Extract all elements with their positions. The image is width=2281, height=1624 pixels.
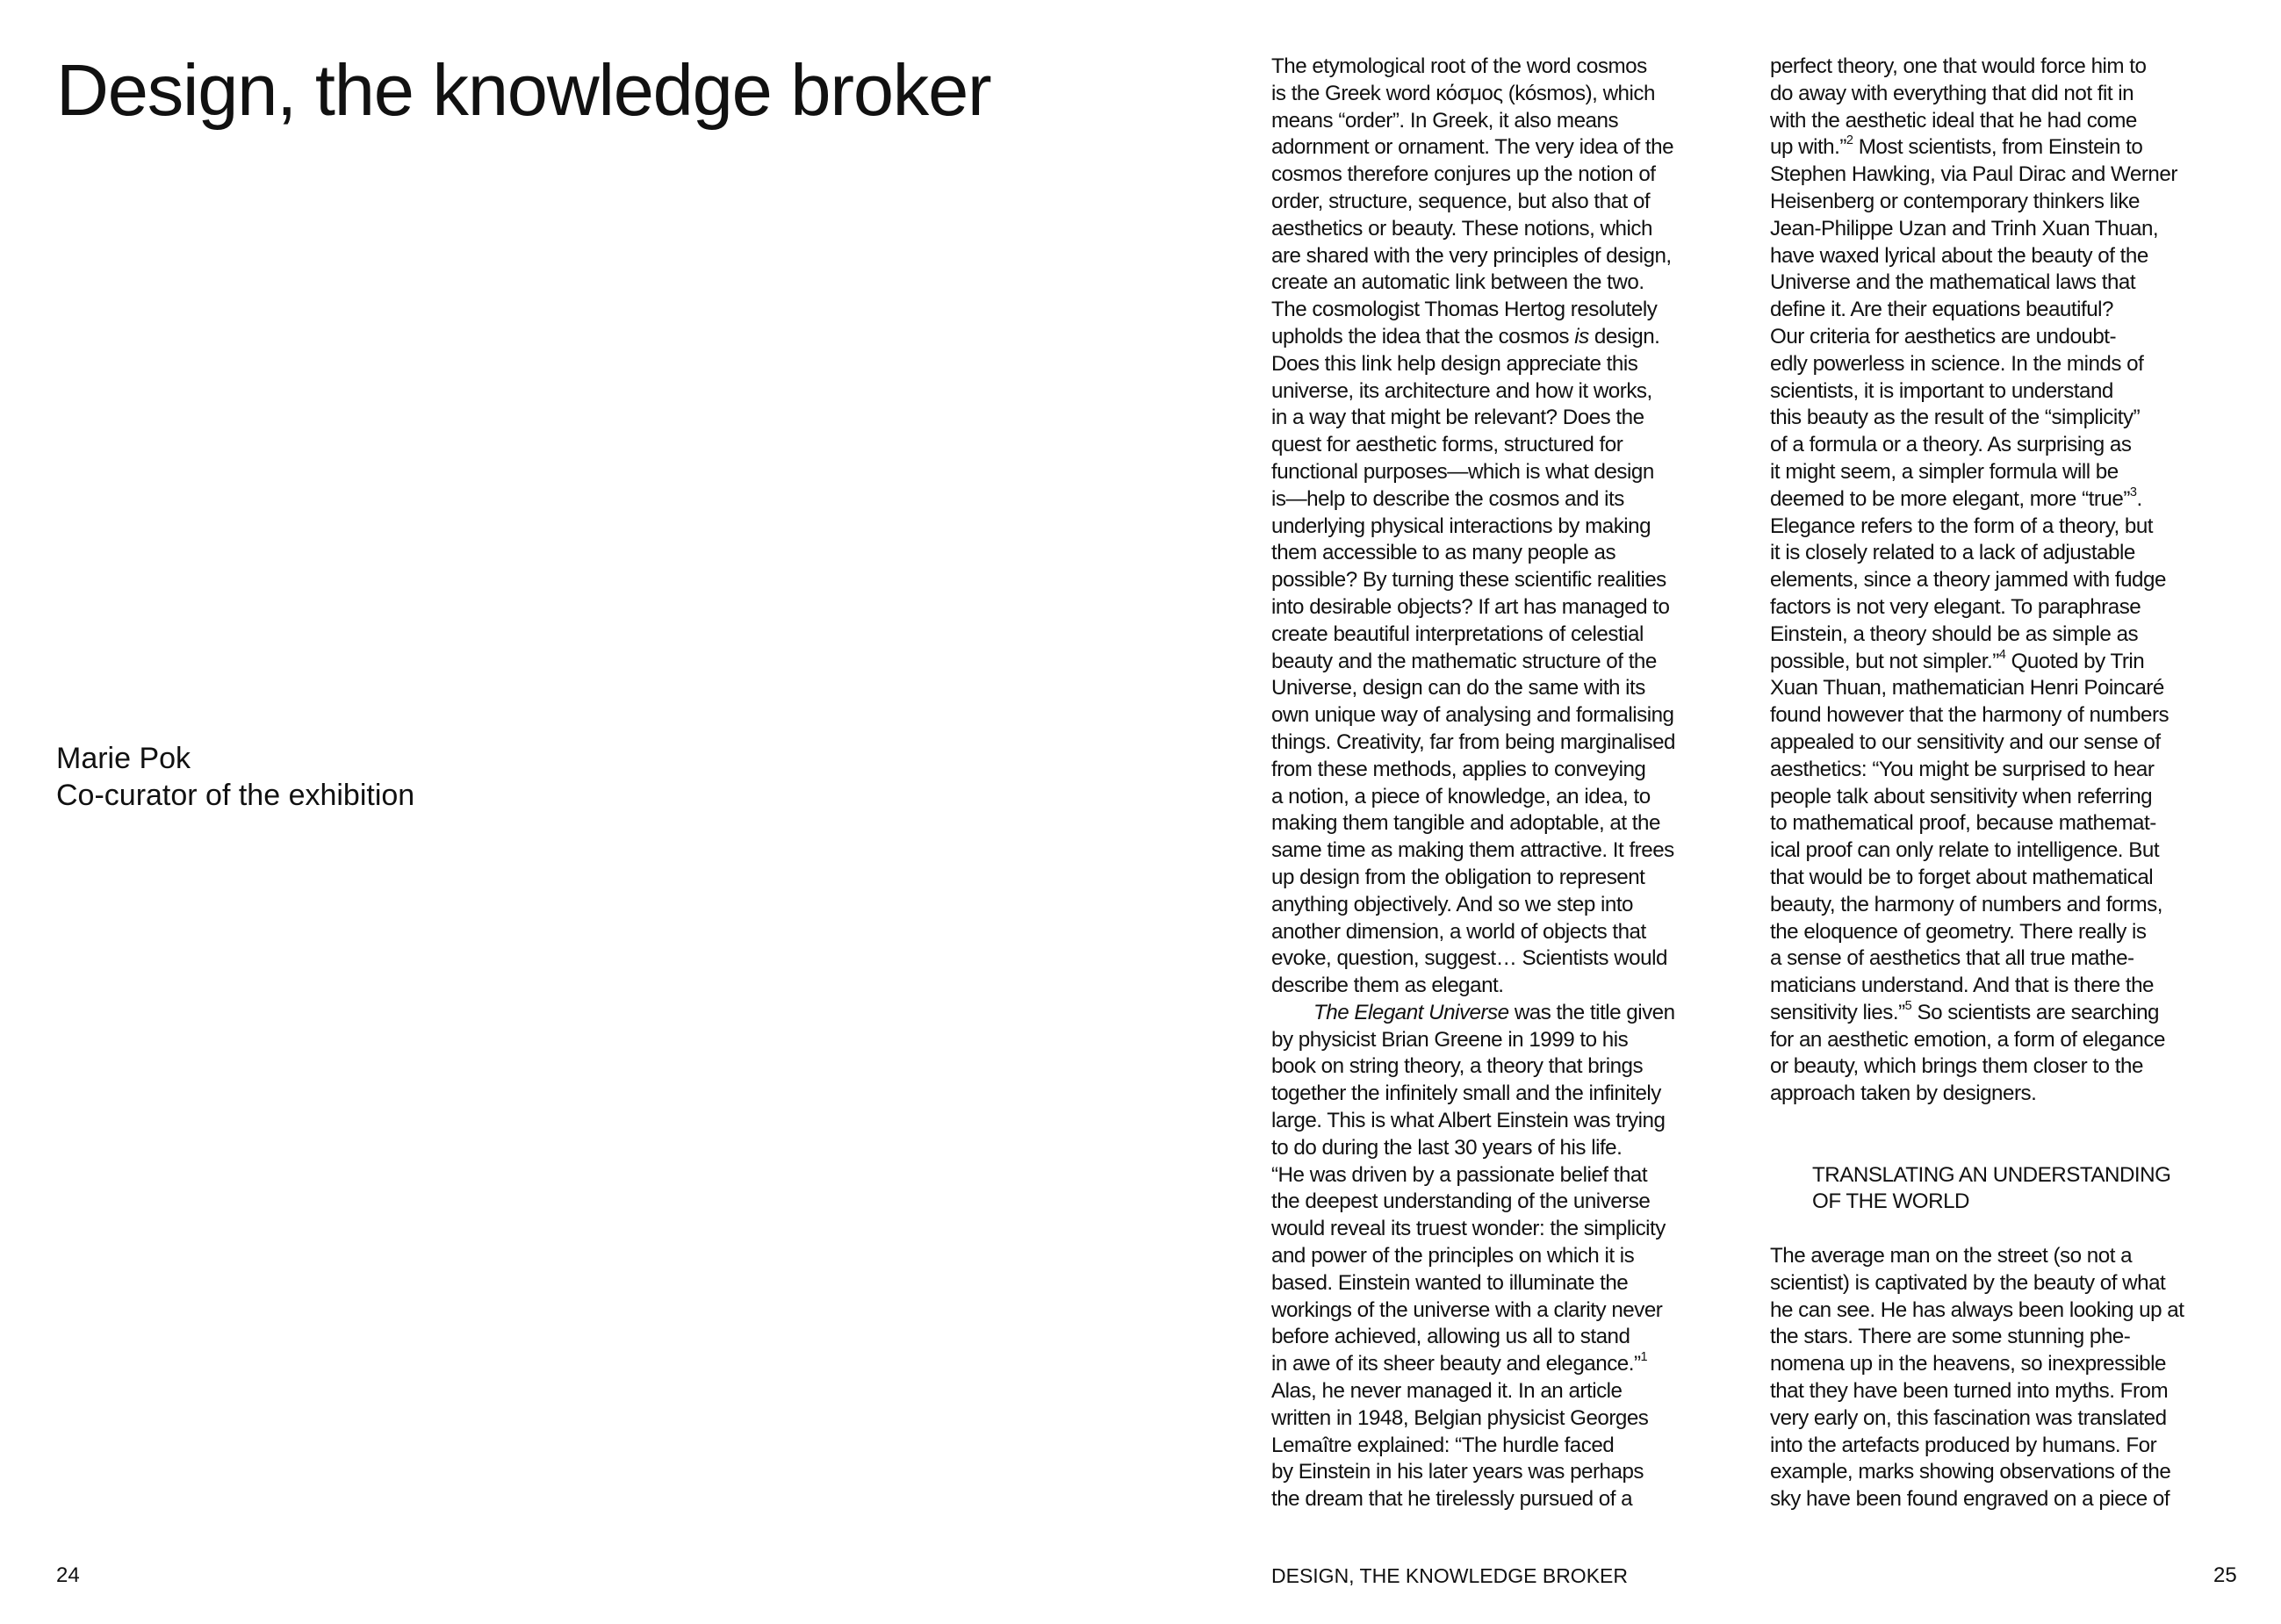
text-line (1770, 269, 2262, 297)
text-run: and power of the principles on which it is (1271, 1244, 1635, 1268)
section-heading-line (1770, 1162, 2262, 1189)
text-line (1770, 594, 2262, 622)
text-run: anything objectively. And so we step into (1271, 892, 1634, 916)
text-run: beauty, the harmony of numbers and forms, (1770, 892, 2162, 916)
text-line (1271, 1405, 1763, 1433)
text-line (1271, 216, 1763, 243)
text-line (1770, 459, 2262, 486)
text-run: are shared with the very principles of design, (1271, 243, 1672, 268)
text-line (1271, 1081, 1763, 1108)
text-run: order, structure, sequence, but also that of (1271, 189, 1651, 213)
footnote-ref: 1 (1640, 1350, 1648, 1365)
text-run: from these methods, applies to conveying (1271, 757, 1646, 781)
text-line (1770, 486, 2262, 514)
text-line (1271, 757, 1763, 784)
text-line (1271, 54, 1763, 81)
text-line (1770, 1297, 2262, 1325)
text-run: perfect theory, one that would force him to (1770, 54, 2147, 78)
text-line (1770, 243, 2262, 270)
text-run: evoke, question, suggest… Scientists would (1271, 946, 1667, 971)
text-run: Jean-Philippe Uzan and Trinh Xuan Thuan, (1770, 216, 2159, 241)
text-run: scientist) is captivated by the beauty of what (1770, 1270, 2166, 1295)
text-line (1271, 1108, 1763, 1135)
text-line (1271, 486, 1763, 514)
text-line (1271, 1000, 1763, 1027)
text-run: this beauty as the result of the “simplicity” (1770, 406, 2141, 430)
text-run: functional purposes—which is what design (1271, 459, 1654, 484)
text-line (1770, 757, 2262, 784)
text-line (1770, 675, 2262, 702)
text-line (1770, 1027, 2262, 1054)
paragraph-gap (1770, 1108, 2262, 1135)
text-line (1770, 540, 2262, 567)
text-run: edly powerless in science. In the minds of (1770, 351, 2144, 376)
text-line (1271, 865, 1763, 892)
text-line (1770, 784, 2262, 811)
text-line (1770, 622, 2262, 649)
paragraph-gap (1770, 1216, 2262, 1243)
footnote-ref: 2 (1846, 133, 1853, 148)
text-line (1271, 1270, 1763, 1297)
text-run: create beautiful interpretations of celestial (1271, 622, 1644, 646)
text-line (1271, 81, 1763, 108)
text-line (1770, 405, 2262, 432)
text-line (1770, 1433, 2262, 1460)
text-line (1271, 1324, 1763, 1351)
text-line (1271, 622, 1763, 649)
page-title: Design, the knowledge broker (56, 49, 991, 131)
text-run: Our criteria for aesthetics are undoubt- (1770, 324, 2117, 349)
text-line (1271, 405, 1763, 432)
text-line (1770, 81, 2262, 108)
text-run: Universe, design can do the same with its (1271, 676, 1645, 701)
text-run: factors is not very elegant. To paraphrase (1770, 594, 2141, 619)
text-line (1271, 784, 1763, 811)
text-line (1770, 297, 2262, 324)
author-block (56, 740, 414, 814)
section-heading-line (1770, 1189, 2262, 1216)
text-line (1271, 675, 1763, 702)
text-run: own unique way of analysing and formalising (1271, 703, 1674, 728)
text-line (1770, 1405, 2262, 1433)
text-run: based. Einstein wanted to illuminate the (1271, 1270, 1629, 1295)
text-line (1271, 459, 1763, 486)
text-line (1271, 243, 1763, 270)
text-line (1770, 162, 2262, 189)
text-line (1271, 649, 1763, 676)
text-run: Does this link help design appreciate this (1271, 351, 1638, 376)
text-run: ical proof can only relate to intelligence. But (1770, 838, 2160, 863)
text-run: is the Greek word κόσμος (kósmos), which (1271, 81, 1655, 105)
text-run: The average man on the street (so not a (1770, 1244, 2133, 1268)
emphasis: The Elegant Universe (1313, 1000, 1509, 1024)
text-line (1770, 919, 2262, 946)
text-run: a sense of aesthetics that all true mathe- (1770, 946, 2134, 971)
text-run: Quoted by Trin (2005, 649, 2145, 673)
text-line (1770, 1053, 2262, 1081)
text-line (1271, 729, 1763, 757)
text-run: create an automatic link between the two. (1271, 270, 1644, 295)
text-run: or beauty, which brings them closer to the (1770, 1054, 2143, 1079)
text-run: elements, since a theory jammed with fudge (1770, 568, 2166, 593)
text-run: up design from the obligation to represent (1271, 865, 1645, 889)
text-run: making them tangible and adoptable, at the (1271, 811, 1660, 836)
text-line (1271, 378, 1763, 406)
text-line (1271, 919, 1763, 946)
text-run: before achieved, allowing us all to stand (1271, 1325, 1630, 1349)
text-run: in a way that might be relevant? Does the (1271, 406, 1644, 430)
text-run: The cosmologist Thomas Hertog resolutely (1271, 298, 1658, 322)
text-run: a notion, a piece of knowledge, an idea, to (1271, 784, 1651, 808)
text-line (1770, 945, 2262, 973)
text-run: the stars. There are some stunning phe- (1770, 1325, 2131, 1349)
text-line (1271, 1216, 1763, 1243)
text-run: example, marks showing observations of the (1770, 1460, 2171, 1484)
text-line (1271, 594, 1763, 622)
text-line (1770, 810, 2262, 837)
text-run: define it. Are their equations beautiful? (1770, 298, 2113, 322)
text-line (1271, 162, 1763, 189)
text-line (1271, 973, 1763, 1000)
text-run: possible, but not simpler.” (1770, 649, 1999, 673)
text-run: Elegance refers to the form of a theory, but (1770, 514, 2154, 538)
text-line (1770, 1351, 2262, 1378)
text-run: The etymological root of the word cosmos (1271, 54, 1647, 78)
paragraph-gap (1770, 1135, 2262, 1162)
text-run: the deepest understanding of the universe (1271, 1189, 1651, 1214)
text-line (1271, 108, 1763, 135)
text-line (1271, 134, 1763, 162)
body-column-1 (1271, 54, 1763, 1513)
text-run: book on string theory, a theory that brings (1271, 1054, 1644, 1079)
text-line (1770, 351, 2262, 378)
text-line (1770, 729, 2262, 757)
text-line (1271, 1053, 1763, 1081)
text-run: possible? By turning these scientific realities (1271, 568, 1666, 593)
text-run: “He was driven by a passionate belief that (1271, 1162, 1648, 1187)
text-line (1770, 649, 2262, 676)
text-run: that they have been turned into myths. From (1770, 1379, 2169, 1404)
text-run: was the title given (1508, 1000, 1675, 1024)
text-run: in awe of its sheer beauty and elegance.” (1271, 1352, 1641, 1376)
text-run: appealed to our sensitivity and our sense of (1770, 729, 2161, 754)
text-line (1271, 945, 1763, 973)
text-line (1770, 1081, 2262, 1108)
text-run: up with.” (1770, 135, 1846, 160)
text-line (1271, 540, 1763, 567)
text-line (1271, 189, 1763, 216)
text-line (1770, 54, 2262, 81)
text-line (1271, 837, 1763, 865)
text-line (1770, 378, 2262, 406)
page-number-left: 24 (56, 1563, 80, 1587)
text-line (1770, 973, 2262, 1000)
text-run: of a formula or a theory. As surprising as (1770, 433, 2132, 457)
text-line (1271, 892, 1763, 919)
text-run: for an aesthetic emotion, a form of elegance (1770, 1027, 2165, 1052)
text-line (1271, 810, 1763, 837)
text-run: Lemaître explained: “The hurdle faced (1271, 1433, 1615, 1457)
text-run: to mathematical proof, because mathemat- (1770, 811, 2156, 836)
text-run: very early on, this fascination was translated (1770, 1405, 2167, 1430)
text-line (1271, 297, 1763, 324)
text-run: he can see. He has always been looking up at (1770, 1297, 2184, 1322)
text-run: nomena up in the heavens, so inexpressible (1770, 1352, 2166, 1376)
text-line (1770, 216, 2262, 243)
text-line (1770, 324, 2262, 351)
text-line (1770, 865, 2262, 892)
text-run: found however that the harmony of numbers (1770, 703, 2169, 728)
text-run: OF THE WORLD (1812, 1189, 1969, 1214)
text-line (1770, 514, 2262, 541)
text-line (1770, 702, 2262, 729)
text-run: do away with everything that did not fit in (1770, 81, 2134, 105)
text-run: upholds the idea that the cosmos (1271, 324, 1575, 349)
text-line (1271, 1189, 1763, 1216)
text-line (1770, 1324, 2262, 1351)
footnote-ref: 4 (1998, 647, 2006, 662)
text-line (1770, 837, 2262, 865)
text-line (1770, 1459, 2262, 1486)
text-line (1271, 351, 1763, 378)
body-column-2 (1770, 54, 2262, 1513)
text-line (1271, 1378, 1763, 1405)
text-line (1271, 567, 1763, 594)
text-run: Einstein, a theory should be as simple as (1770, 622, 2139, 646)
text-line (1770, 1270, 2262, 1297)
text-line (1271, 1351, 1763, 1378)
text-run: sensitivity lies.” (1770, 1000, 1905, 1024)
text-line (1271, 269, 1763, 297)
text-line (1770, 134, 2262, 162)
text-run: Xuan Thuan, mathematician Henri Poincaré (1770, 676, 2164, 701)
text-run: large. This is what Albert Einstein was trying (1271, 1109, 1666, 1133)
text-run: approach taken by designers. (1770, 1081, 2037, 1106)
text-line (1770, 1378, 2262, 1405)
text-run: beauty and the mathematic structure of the (1271, 649, 1657, 673)
text-run: is—help to describe the cosmos and its (1271, 486, 1624, 511)
text-run: that would be to forget about mathematical (1770, 865, 2154, 889)
text-run: aesthetics or beauty. These notions, which (1271, 216, 1652, 241)
text-line (1271, 514, 1763, 541)
text-line (1271, 1135, 1763, 1162)
text-run: describe them as elegant. (1271, 974, 1504, 998)
text-line (1271, 1297, 1763, 1325)
text-run: the eloquence of geometry. There really is (1770, 919, 2147, 944)
text-line (1271, 1027, 1763, 1054)
text-run: universe, its architecture and how it works, (1271, 378, 1652, 403)
text-run: Most scientists, from Einstein to (1853, 135, 2143, 160)
text-run: the dream that he tirelessly pursued of a (1271, 1487, 1633, 1512)
text-run: adornment or ornament. The very idea of the (1271, 135, 1674, 160)
text-run: by physicist Brian Greene in 1999 to his (1271, 1027, 1629, 1052)
text-line (1271, 1459, 1763, 1486)
text-run: So scientists are searching (1911, 1000, 2159, 1024)
text-line (1271, 1162, 1763, 1189)
text-run: Alas, he never managed it. In an article (1271, 1379, 1623, 1404)
text-line (1770, 567, 2262, 594)
emphasis: is (1574, 324, 1589, 349)
text-run: Universe and the mathematical laws that (1770, 270, 2136, 295)
text-line (1770, 432, 2262, 459)
text-run: Stephen Hawking, via Paul Dirac and Werner (1770, 162, 2177, 187)
text-run: cosmos therefore conjures up the notion of (1271, 162, 1656, 187)
text-line (1770, 108, 2262, 135)
text-run: deemed to be more elegant, more “true” (1770, 486, 2130, 511)
text-line (1770, 1243, 2262, 1270)
text-run: together the infinitely small and the infinitely (1271, 1081, 1661, 1106)
text-run: TRANSLATING AN UNDERSTANDING (1812, 1162, 2171, 1187)
author-name: Marie Pok (56, 742, 191, 775)
text-line (1770, 892, 2262, 919)
text-run: . (2136, 486, 2142, 511)
footnote-ref: 5 (1904, 999, 1912, 1014)
text-run: another dimension, a world of objects that (1271, 919, 1646, 944)
text-line (1770, 1000, 2262, 1027)
text-run: by Einstein in his later years was perhaps (1271, 1460, 1644, 1484)
text-run: into desirable objects? If art has managed to (1271, 594, 1670, 619)
text-run: workings of the universe with a clarity never (1271, 1297, 1663, 1322)
text-run: sky have been found engraved on a piece of (1770, 1487, 2170, 1512)
text-run: things. Creativity, far from being marginalised (1271, 729, 1676, 754)
text-run: into the artefacts produced by humans. For (1770, 1433, 2157, 1457)
text-line (1271, 324, 1763, 351)
text-line (1271, 1433, 1763, 1460)
text-line (1271, 432, 1763, 459)
text-run: have waxed lyrical about the beauty of the (1770, 243, 2148, 268)
running-head: DESIGN, THE KNOWLEDGE BROKER (1271, 1564, 1628, 1587)
text-run: Heisenberg or contemporary thinkers like (1770, 189, 2140, 213)
text-run: same time as making them attractive. It frees (1271, 838, 1674, 863)
text-run: it is closely related to a lack of adjustable (1770, 541, 2135, 565)
text-line (1271, 1486, 1763, 1513)
text-line (1271, 1243, 1763, 1270)
text-run: them accessible to as many people as (1271, 541, 1616, 565)
footnote-ref: 3 (2129, 485, 2137, 499)
text-run: would reveal its truest wonder: the simplicity (1271, 1217, 1666, 1241)
text-run: aesthetics: “You might be surprised to hear (1770, 757, 2155, 781)
text-run: people talk about sensitivity when referring (1770, 784, 2153, 808)
text-run: to do during the last 30 years of his life. (1271, 1135, 1623, 1160)
text-run: design. (1588, 324, 1660, 349)
text-line (1271, 702, 1763, 729)
text-run: means “order”. In Greek, it also means (1271, 108, 1619, 133)
text-line (1770, 1486, 2262, 1513)
text-run: underlying physical interactions by making (1271, 514, 1651, 538)
text-run: with the aesthetic ideal that he had come (1770, 108, 2137, 133)
text-run: maticians understand. And that is there the (1770, 974, 2154, 998)
text-run: written in 1948, Belgian physicist Georges (1271, 1405, 1649, 1430)
text-run: quest for aesthetic forms, structured for (1271, 433, 1623, 457)
page-number-right: 25 (2213, 1563, 2237, 1587)
text-line (1770, 189, 2262, 216)
author-role: Co-curator of the exhibition (56, 779, 415, 812)
text-run: scientists, it is important to understand (1770, 378, 2113, 403)
text-run: it might seem, a simpler formula will be (1770, 459, 2119, 484)
